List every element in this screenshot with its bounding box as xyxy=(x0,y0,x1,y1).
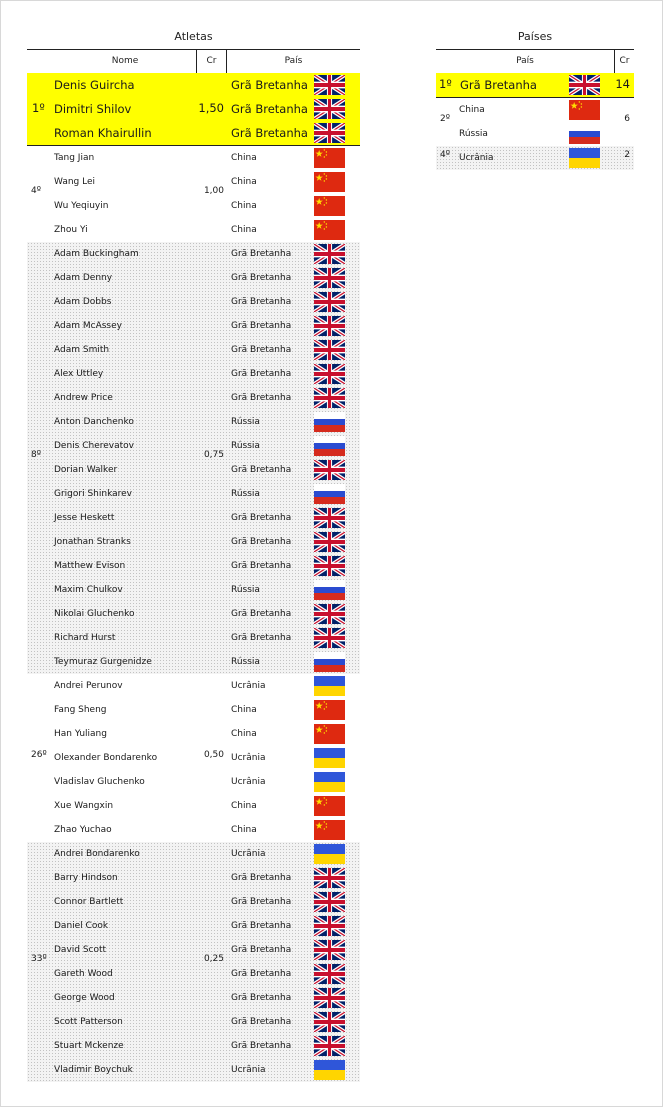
china-flag xyxy=(314,700,345,720)
russia-flag xyxy=(314,412,345,432)
uk-flag xyxy=(314,988,345,1008)
athlete-country: Grã Bretanha xyxy=(231,249,292,259)
athletes-title: Atletas xyxy=(174,30,213,43)
athlete-country: Grã Bretanha xyxy=(231,273,292,283)
athlete-country: Grã Bretanha xyxy=(231,369,292,379)
athlete-row xyxy=(27,434,360,458)
athlete-country: Rússia xyxy=(231,489,260,499)
athlete-country: China xyxy=(231,705,257,715)
athlete-name: Andrew Price xyxy=(54,393,113,403)
athlete-country: Grã Bretanha xyxy=(231,465,292,475)
rank-cell: 1º xyxy=(32,101,45,115)
country-row xyxy=(436,122,634,146)
athlete-country: Grã Bretanha xyxy=(231,537,292,547)
athlete-name: Zhao Yuchao xyxy=(54,825,112,835)
athlete-row xyxy=(27,362,360,386)
athlete-name: Andrei Perunov xyxy=(54,681,123,691)
athlete-country: China xyxy=(231,825,257,835)
uk-flag xyxy=(314,123,345,143)
rank-group xyxy=(27,242,360,674)
athlete-row xyxy=(27,962,360,986)
athlete-name: George Wood xyxy=(54,993,115,1003)
athlete-name: Adam McAssey xyxy=(54,321,122,331)
athlete-country: Grã Bretanha xyxy=(231,969,292,979)
athlete-name: Wu Yeqiuyin xyxy=(54,201,109,211)
athlete-country: Rússia xyxy=(231,417,260,427)
rank-cell: 8º xyxy=(31,450,41,460)
athlete-name: Barry Hindson xyxy=(54,873,118,883)
athlete-name: Anton Danchenko xyxy=(54,417,134,427)
athlete-name: Alex Uttley xyxy=(54,369,104,379)
china-flag xyxy=(314,172,345,192)
rank-cell: 33º xyxy=(31,954,47,964)
china-flag xyxy=(569,100,600,120)
athlete-name: Teymuraz Gurgenidze xyxy=(54,657,152,667)
athlete-country: Grã Bretanha xyxy=(231,102,308,116)
athlete-row xyxy=(27,818,360,842)
uk-flag xyxy=(314,460,345,480)
athlete-name: Xue Wangxin xyxy=(54,801,114,811)
athlete-row xyxy=(27,1010,360,1034)
russia-flag xyxy=(314,580,345,600)
athlete-name: Vladimir Boychuk xyxy=(54,1065,133,1075)
athlete-country: China xyxy=(231,801,257,811)
athlete-row xyxy=(27,410,360,434)
athlete-country: Rússia xyxy=(231,441,260,451)
china-flag xyxy=(314,724,345,744)
country-row xyxy=(436,98,634,122)
uk-flag xyxy=(314,1012,345,1032)
athlete-name: Nikolai Gluchenko xyxy=(54,609,135,619)
rank-cell: 4º xyxy=(440,150,450,160)
athlete-row xyxy=(27,722,360,746)
uk-flag xyxy=(314,292,345,312)
athlete-country: Rússia xyxy=(231,585,260,595)
rank-cell: 1º xyxy=(439,77,452,91)
uk-flag xyxy=(569,75,600,95)
athlete-row xyxy=(27,314,360,338)
rank-group xyxy=(27,842,360,1082)
uk-flag xyxy=(314,628,345,648)
cr-cell: 2 xyxy=(624,150,630,160)
athlete-country: Ucrânia xyxy=(231,1065,266,1075)
athlete-row xyxy=(27,506,360,530)
uk-flag xyxy=(314,99,345,119)
athlete-name: Fang Sheng xyxy=(54,705,107,715)
athlete-row xyxy=(27,290,360,314)
header-cr: Cr xyxy=(619,56,630,66)
athlete-row xyxy=(27,386,360,410)
athlete-country: Grã Bretanha xyxy=(231,945,292,955)
athlete-country: China xyxy=(231,177,257,187)
cr-cell: 0,75 xyxy=(203,450,224,460)
uk-flag xyxy=(314,244,345,264)
athlete-country: Grã Bretanha xyxy=(231,873,292,883)
athlete-name: Connor Bartlett xyxy=(54,897,124,907)
athlete-name: Stuart Mckenze xyxy=(54,1041,124,1051)
athlete-country: Ucrânia xyxy=(231,753,266,763)
athlete-row xyxy=(27,674,360,698)
athlete-row xyxy=(27,266,360,290)
uk-flag xyxy=(314,892,345,912)
china-flag xyxy=(314,220,345,240)
athlete-name: Adam Dobbs xyxy=(54,297,112,307)
rank-group xyxy=(436,146,634,170)
athlete-row xyxy=(27,194,360,218)
header-cr: Cr xyxy=(206,56,217,66)
athlete-name: David Scott xyxy=(54,945,107,955)
uk-flag xyxy=(314,75,345,95)
athlete-country: Grã Bretanha xyxy=(231,126,308,140)
athlete-row xyxy=(27,986,360,1010)
athlete-row xyxy=(27,530,360,554)
athlete-name: Tang Jian xyxy=(54,153,95,163)
rank-cell: 4º xyxy=(31,186,41,196)
athlete-name: Andrei Bondarenko xyxy=(54,849,140,859)
country-name: Grã Bretanha xyxy=(460,78,537,92)
athlete-name: Denis Cherevatov xyxy=(54,441,134,451)
uk-flag xyxy=(314,316,345,336)
athlete-row xyxy=(27,218,360,242)
ukraine-flag xyxy=(314,748,345,768)
uk-flag xyxy=(314,964,345,984)
header-country: País xyxy=(516,56,534,66)
athlete-name: Adam Denny xyxy=(54,273,113,283)
rank-cell: 2º xyxy=(440,114,450,124)
athlete-country: Grã Bretanha xyxy=(231,297,292,307)
athlete-row xyxy=(27,578,360,602)
athlete-country: Ucrânia xyxy=(231,681,266,691)
athlete-row xyxy=(27,146,360,170)
athlete-row xyxy=(27,770,360,794)
ukraine-flag xyxy=(314,844,345,864)
athlete-row xyxy=(27,746,360,770)
cr-cell: 6 xyxy=(624,114,630,124)
athlete-row xyxy=(27,890,360,914)
athlete-name: Richard Hurst xyxy=(54,633,116,643)
uk-flag xyxy=(314,868,345,888)
athlete-row xyxy=(27,1058,360,1082)
athlete-country: Grã Bretanha xyxy=(231,393,292,403)
athlete-country: China xyxy=(231,225,257,235)
ukraine-flag xyxy=(314,676,345,696)
rank-group xyxy=(27,73,360,146)
russia-flag xyxy=(314,436,345,456)
athlete-row xyxy=(27,650,360,674)
athlete-name: Zhou Yi xyxy=(54,225,88,235)
athlete-row xyxy=(27,554,360,578)
athlete-country: Grã Bretanha xyxy=(231,78,308,92)
athlete-row xyxy=(27,1034,360,1058)
athlete-country: Grã Bretanha xyxy=(231,1041,292,1051)
athlete-name: Vladislav Gluchenko xyxy=(54,777,145,787)
athlete-country: China xyxy=(231,153,257,163)
athlete-name: Wang Lei xyxy=(54,177,96,187)
athlete-name: Adam Buckingham xyxy=(54,249,139,259)
athlete-row xyxy=(27,458,360,482)
athlete-country: Grã Bretanha xyxy=(231,633,292,643)
countries-header xyxy=(436,49,634,74)
uk-flag xyxy=(314,556,345,576)
ukraine-flag xyxy=(314,772,345,792)
athlete-row xyxy=(27,794,360,818)
country-name: Rússia xyxy=(459,129,488,139)
country-row xyxy=(436,73,634,97)
rank-group xyxy=(436,98,634,146)
athlete-name: Grigori Shinkarev xyxy=(54,489,133,499)
athlete-row xyxy=(27,866,360,890)
uk-flag xyxy=(314,268,345,288)
athlete-name: Adam Smith xyxy=(54,345,110,355)
uk-flag xyxy=(314,916,345,936)
rank-group xyxy=(27,146,360,242)
athlete-country: China xyxy=(231,201,257,211)
cr-cell: 1,50 xyxy=(198,101,224,115)
china-flag xyxy=(314,196,345,216)
russia-flag xyxy=(569,124,600,144)
athlete-row xyxy=(27,338,360,362)
athlete-name: Scott Patterson xyxy=(54,1017,123,1027)
uk-flag xyxy=(314,532,345,552)
country-name: Ucrânia xyxy=(459,153,494,163)
athlete-row xyxy=(27,121,360,145)
uk-flag xyxy=(314,1036,345,1056)
russia-flag xyxy=(314,484,345,504)
cr-cell: 0,50 xyxy=(203,750,224,760)
athlete-country: Grã Bretanha xyxy=(231,1017,292,1027)
china-flag xyxy=(314,820,345,840)
cr-cell: 14 xyxy=(615,77,630,91)
athlete-row xyxy=(27,602,360,626)
russia-flag xyxy=(314,652,345,672)
ukraine-flag xyxy=(569,148,600,168)
athlete-row xyxy=(27,626,360,650)
athletes-header xyxy=(27,49,360,74)
country-row xyxy=(436,146,634,170)
athlete-name: Matthew Evison xyxy=(54,561,126,571)
athlete-row xyxy=(27,842,360,866)
uk-flag xyxy=(314,388,345,408)
ukraine-flag xyxy=(314,1060,345,1080)
header-country: País xyxy=(284,56,303,66)
athlete-country: Ucrânia xyxy=(231,849,266,859)
athlete-country: Grã Bretanha xyxy=(231,921,292,931)
athlete-country: Grã Bretanha xyxy=(231,513,292,523)
athlete-name: Han Yuliang xyxy=(54,729,107,739)
athlete-name: Gareth Wood xyxy=(54,969,113,979)
athlete-row xyxy=(27,170,360,194)
header-name: Nome xyxy=(111,56,139,66)
cr-cell: 1,00 xyxy=(203,186,224,196)
athlete-country: Grã Bretanha xyxy=(231,897,292,907)
athlete-row xyxy=(27,914,360,938)
athlete-name: Dimitri Shilov xyxy=(54,102,132,116)
uk-flag xyxy=(314,604,345,624)
athlete-name: Maxim Chulkov xyxy=(54,585,123,595)
athlete-name: Roman Khairullin xyxy=(54,126,152,140)
athlete-row xyxy=(27,938,360,962)
athlete-name: Denis Guircha xyxy=(54,78,135,92)
athlete-country: Grã Bretanha xyxy=(231,345,292,355)
athlete-country: Grã Bretanha xyxy=(231,993,292,1003)
cr-cell: 0,25 xyxy=(203,954,224,964)
athlete-country: Grã Bretanha xyxy=(231,561,292,571)
china-flag xyxy=(314,796,345,816)
uk-flag xyxy=(314,364,345,384)
athlete-row xyxy=(27,73,360,97)
countries-title: Países xyxy=(517,30,553,43)
athlete-name: Daniel Cook xyxy=(54,921,109,931)
uk-flag xyxy=(314,940,345,960)
rank-cell: 26º xyxy=(31,750,47,760)
athlete-name: Jonathan Stranks xyxy=(54,537,131,547)
rank-group xyxy=(27,674,360,842)
athlete-country: Grã Bretanha xyxy=(231,609,292,619)
uk-flag xyxy=(314,340,345,360)
china-flag xyxy=(314,148,345,168)
rank-group xyxy=(436,73,634,98)
athlete-row xyxy=(27,242,360,266)
athlete-row xyxy=(27,97,360,121)
athlete-country: China xyxy=(231,729,257,739)
athlete-country: Rússia xyxy=(231,657,260,667)
athlete-name: Jesse Heskett xyxy=(54,513,115,523)
athlete-row xyxy=(27,698,360,722)
athlete-row xyxy=(27,482,360,506)
athlete-name: Dorian Walker xyxy=(54,465,118,475)
athlete-country: Grã Bretanha xyxy=(231,321,292,331)
athlete-country: Ucrânia xyxy=(231,777,266,787)
athlete-name: Olexander Bondarenko xyxy=(54,753,158,763)
uk-flag xyxy=(314,508,345,528)
country-name: China xyxy=(459,105,485,115)
